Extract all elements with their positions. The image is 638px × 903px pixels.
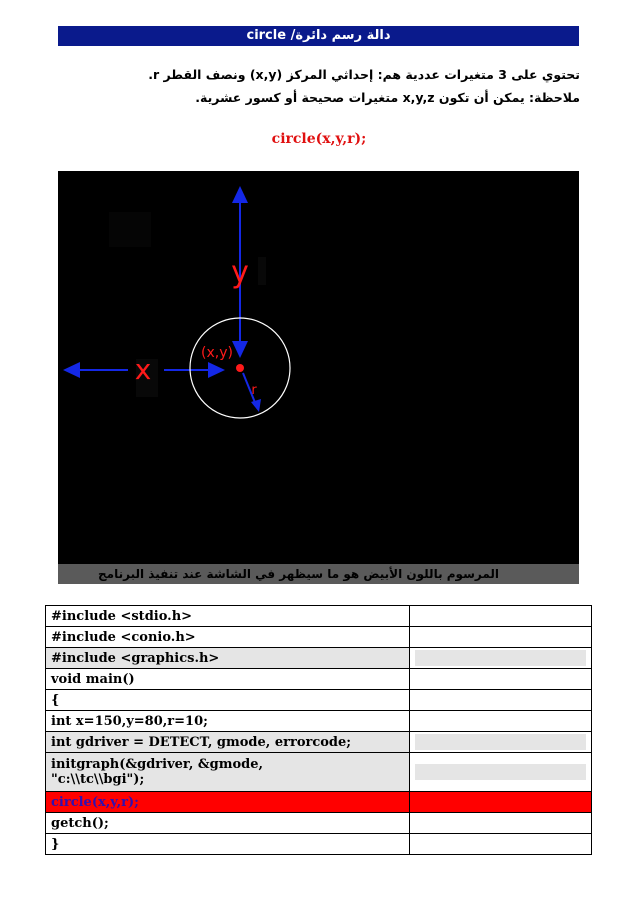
code-line: } [46, 834, 410, 855]
code-row [46, 753, 592, 792]
code-line: { [46, 690, 410, 711]
code-line: void main() [46, 669, 410, 690]
code-comment-cell [410, 792, 592, 813]
code-line: initgraph(&gdriver, &gmode, "c:\\tc\\bgi"); [46, 753, 410, 792]
code-comment-cell [410, 732, 592, 753]
code-table [45, 605, 592, 855]
circle-diagram [58, 171, 579, 564]
code-row [46, 627, 592, 648]
diagram-canvas [58, 171, 579, 564]
code-row [46, 669, 592, 690]
code-comment-cell [410, 627, 592, 648]
radius-label: r [251, 383, 257, 398]
syntax-example: circle(x,y,r); [271, 131, 367, 147]
description-line-2: ملاحظة: يمكن أن تكون x,y,z متغيرات صحيحة أو كسور عشرية. [195, 90, 580, 105]
code-row [46, 792, 592, 813]
comment-highlight [415, 764, 586, 780]
code-row [46, 732, 592, 753]
code-row [46, 711, 592, 732]
code-row [46, 606, 592, 627]
code-row [46, 834, 592, 855]
dark-block [109, 212, 151, 247]
code-row [46, 813, 592, 834]
code-comment-cell [410, 711, 592, 732]
code-comment-cell [410, 606, 592, 627]
comment-highlight [415, 734, 586, 750]
radius-arrowhead [251, 399, 261, 412]
center-label: (x,y) [201, 345, 233, 361]
y-axis-arrowhead-top [232, 186, 248, 203]
diagram-caption: المرسوم باللون الأبيض هو ما سيظهر في الشاشة عند تنفيذ البرنامج [58, 564, 579, 584]
comment-highlight [415, 650, 586, 666]
code-line: getch(); [46, 813, 410, 834]
code-comment-cell [410, 834, 592, 855]
y-axis-arrowhead-bottom [232, 341, 248, 358]
code-line: int x=150,y=80,r=10; [46, 711, 410, 732]
code-comment-cell [410, 669, 592, 690]
x-axis-arrowhead-right [208, 362, 225, 378]
y-label-shadow [258, 257, 266, 285]
code-line: #include <stdio.h> [46, 606, 410, 627]
center-point [236, 364, 244, 372]
code-comment-cell [410, 753, 592, 792]
description-line-1: تحتوي على 3 متغيرات عددية هم: إحداثي المركز (x,y) ونصف القطر r. [148, 67, 580, 82]
code-comment-cell [410, 648, 592, 669]
code-row [46, 690, 592, 711]
x-axis-label: x [134, 353, 152, 386]
code-line: int gdriver = DETECT, gmode, errorcode; [46, 732, 410, 753]
code-comment-cell [410, 813, 592, 834]
code-comment-cell [410, 690, 592, 711]
code-row [46, 648, 592, 669]
page-title: دالة رسم دائرة/ circle [58, 26, 579, 46]
code-line: #include <graphics.h> [46, 648, 410, 669]
code-line: circle(x,y,r); [46, 792, 410, 813]
y-axis-label: y [231, 255, 249, 290]
code-line: #include <conio.h> [46, 627, 410, 648]
x-axis-arrowhead-left [63, 362, 80, 378]
